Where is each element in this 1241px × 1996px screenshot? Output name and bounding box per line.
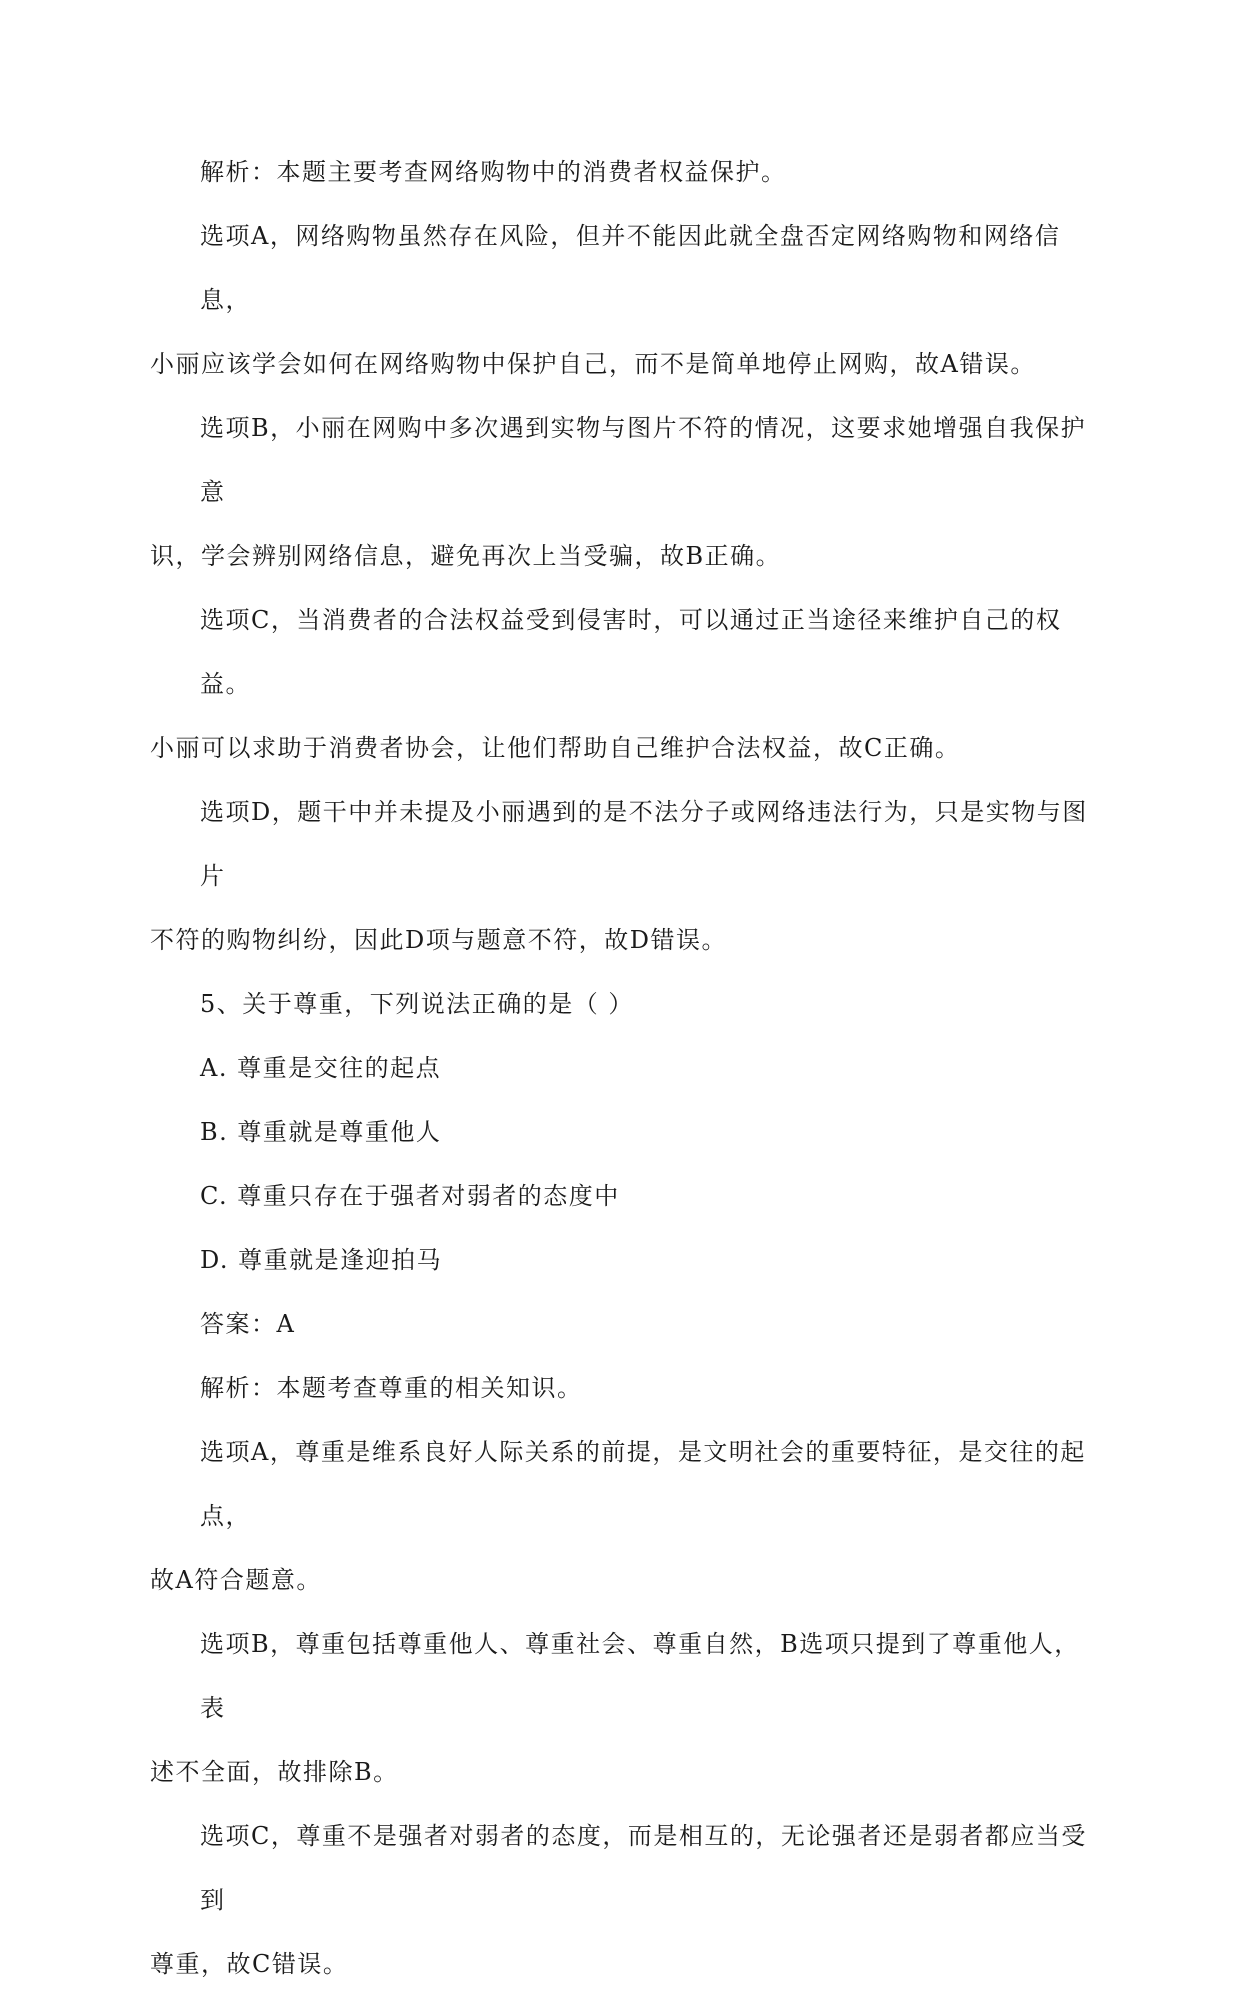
text-line: 识，学会辨别网络信息，避免再次上当受骗，故B正确。 (150, 542, 782, 570)
paragraph-analysis-5-option-c (150, 1804, 1098, 1996)
paragraph-analysis-4-option-b (150, 396, 1098, 588)
text-line: 答案：A (200, 1310, 296, 1338)
question-5-choice-a (150, 1036, 1098, 1100)
text-line: C. 尊重只存在于强者对弱者的态度中 (200, 1182, 620, 1210)
question-5-choice-b (150, 1100, 1098, 1164)
text-line: 述不全面，故排除B。 (150, 1758, 399, 1786)
text-line: 尊重，故C错误。 (150, 1950, 349, 1978)
text-line: B. 尊重就是尊重他人 (200, 1118, 442, 1146)
paragraph-analysis-4-option-d (150, 780, 1098, 972)
text-line: 选项B，小丽在网购中多次遇到实物与图片不符的情况，这要求她增强自我保护意 (200, 414, 1087, 506)
text-line: A. 尊重是交往的起点 (200, 1054, 442, 1082)
question-5-choice-d (150, 1228, 1098, 1292)
question-5-choice-c (150, 1164, 1098, 1228)
text-line: 小丽应该学会如何在网络购物中保护自己，而不是简单地停止网购，故A错误。 (150, 350, 1036, 378)
text-line: 解析：本题主要考查网络购物中的消费者权益保护。 (200, 158, 787, 186)
text-line: 解析：本题考查尊重的相关知识。 (200, 1374, 583, 1402)
text-line: 选项A，网络购物虽然存在风险，但并不能因此就全盘否定网络购物和网络信息， (200, 222, 1061, 314)
question-5-stem (150, 972, 1098, 1036)
text-line: 不符的购物纠纷，因此D项与题意不符，故D错误。 (150, 926, 727, 954)
paragraph-analysis-4-option-c (150, 588, 1098, 780)
text-line: 选项C，当消费者的合法权益受到侵害时，可以通过正当途径来维护自己的权益。 (200, 606, 1062, 698)
text-line: 小丽可以求助于消费者协会，让他们帮助自己维护合法权益，故C正确。 (150, 734, 961, 762)
question-5-answer (150, 1292, 1098, 1356)
text-line: 选项D，题干中并未提及小丽遇到的是不法分子或网络违法行为，只是实物与图片 (200, 798, 1088, 890)
text-line: D. 尊重就是逢迎拍马 (200, 1246, 443, 1274)
paragraph-analysis-5-option-b (150, 1612, 1098, 1804)
text-line: 选项B，尊重包括尊重他人、尊重社会、尊重自然，B选项只提到了尊重他人，表 (200, 1630, 1080, 1722)
paragraph-analysis-5-option-a (150, 1420, 1098, 1612)
text-line: 5、关于尊重，下列说法正确的是（ ） (200, 990, 634, 1018)
document-body (150, 140, 1098, 1996)
text-line: 选项A，尊重是维系良好人际关系的前提，是文明社会的重要特征，是交往的起点， (200, 1438, 1086, 1530)
paragraph-analysis-5-intro (150, 1356, 1098, 1420)
text-line: 选项C，尊重不是强者对弱者的态度，而是相互的，无论强者还是弱者都应当受到 (200, 1822, 1087, 1914)
paragraph-analysis-4-intro (150, 140, 1098, 204)
paragraph-analysis-4-option-a (150, 204, 1098, 396)
text-line: 故A符合题意。 (150, 1566, 322, 1594)
